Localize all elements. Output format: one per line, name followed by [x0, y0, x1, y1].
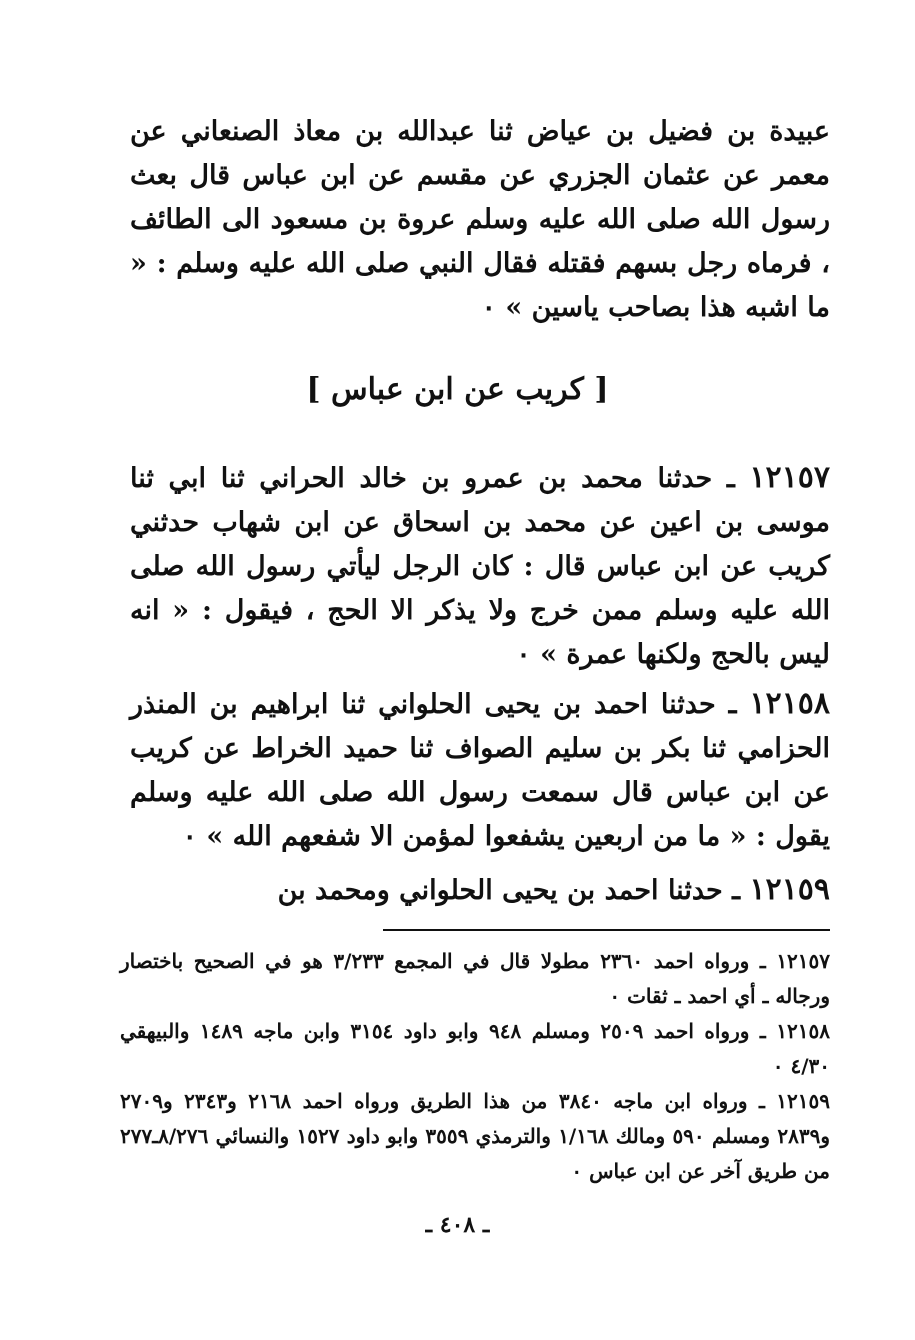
hadith-number: ١٢١٥٨	[749, 686, 830, 721]
section-heading: [ كريب عن ابن عباس ]	[306, 372, 609, 407]
footnotes	[120, 944, 830, 1189]
footnote-12158: ١٢١٥٨ ـ ورواه احمد ٢٥٠٩ ومسلم ٩٤٨ وابو داود ٣١٥٤ وابن ماجه ١٤٨٩ والبيهقي ٤/٣٠ ٠	[120, 1019, 831, 1078]
hadith-number: ١٢١٥٧	[749, 460, 830, 495]
footnote-divider	[383, 929, 830, 931]
hadith-text: ـ حدثنا احمد بن يحيى الحلواني ومحمد بن	[277, 875, 741, 906]
hadith-12158	[130, 682, 830, 859]
footnote-12159: ١٢١٥٩ ـ ورواه ابن ماجه ٣٨٤٠ من هذا الطريق ورواه احمد ٢١٦٨ و٢٣٤٣ و٢٧٠٩ و٢٨٣٩ ومسلم ٥٩٠ ومالك ١/١٦٨ والترمذي ٣٥٥٩ وابو داود ١٥٢٧ والنسائي ٨/٢٧٦ـ٢٧٧ من طريق آخر عن ابن عباس ٠	[120, 1089, 831, 1183]
hadith-12159	[130, 868, 830, 913]
page-number: ـ ٤٠٨ ـ	[425, 1212, 490, 1238]
hadith-12157	[130, 456, 830, 677]
hadith-text: ـ حدثنا محمد بن عمرو بن خالد الحراني ثنا ابي ثنا موسى بن اعين عن محمد بن اسحاق عن ابن شهاب حدثني كريب عن ابن عباس قال : كان الرجل ليأتي رسول الله صلى الله عليه وسلم ممن خرج ولا يذكر الا الحج ، فيقول : « انه ليس بالحج ولكنها عمرة » ٠	[130, 463, 830, 670]
hadith-text: ـ حدثنا احمد بن يحيى الحلواني ثنا ابراهيم بن المنذر الحزامي ثنا بكر بن سليم الصواف ثنا حميد الخراط عن كريب عن ابن عباس قال سمعت رسول الله صلى الله عليه وسلم يقول : « ما من اربعين يشفعوا لمؤمن الا شفعهم الله » ٠	[130, 689, 830, 852]
intro-paragraph: عبيدة بن فضيل بن عياض ثنا عبدالله بن معاذ الصنعاني عن معمر عن عثمان الجزري عن مقسم عن ابن عباس قال بعث رسول الله صلى الله عليه وسلم عروة بن مسعود الى الطائف ، فرماه رجل بسهم فقتله فقال النبي صلى الله عليه وسلم : « ما اشبه هذا بصاحب ياسين » ٠	[130, 116, 830, 323]
hadith-number: ١٢١٥٩	[749, 872, 830, 907]
footnote-12157: ١٢١٥٧ ـ ورواه احمد ٢٣٦٠ مطولا قال في المجمع ٣/٢٣٣ هو في الصحيح باختصار ورجاله ـ أي احمد ـ ثقات ٠	[120, 949, 831, 1008]
